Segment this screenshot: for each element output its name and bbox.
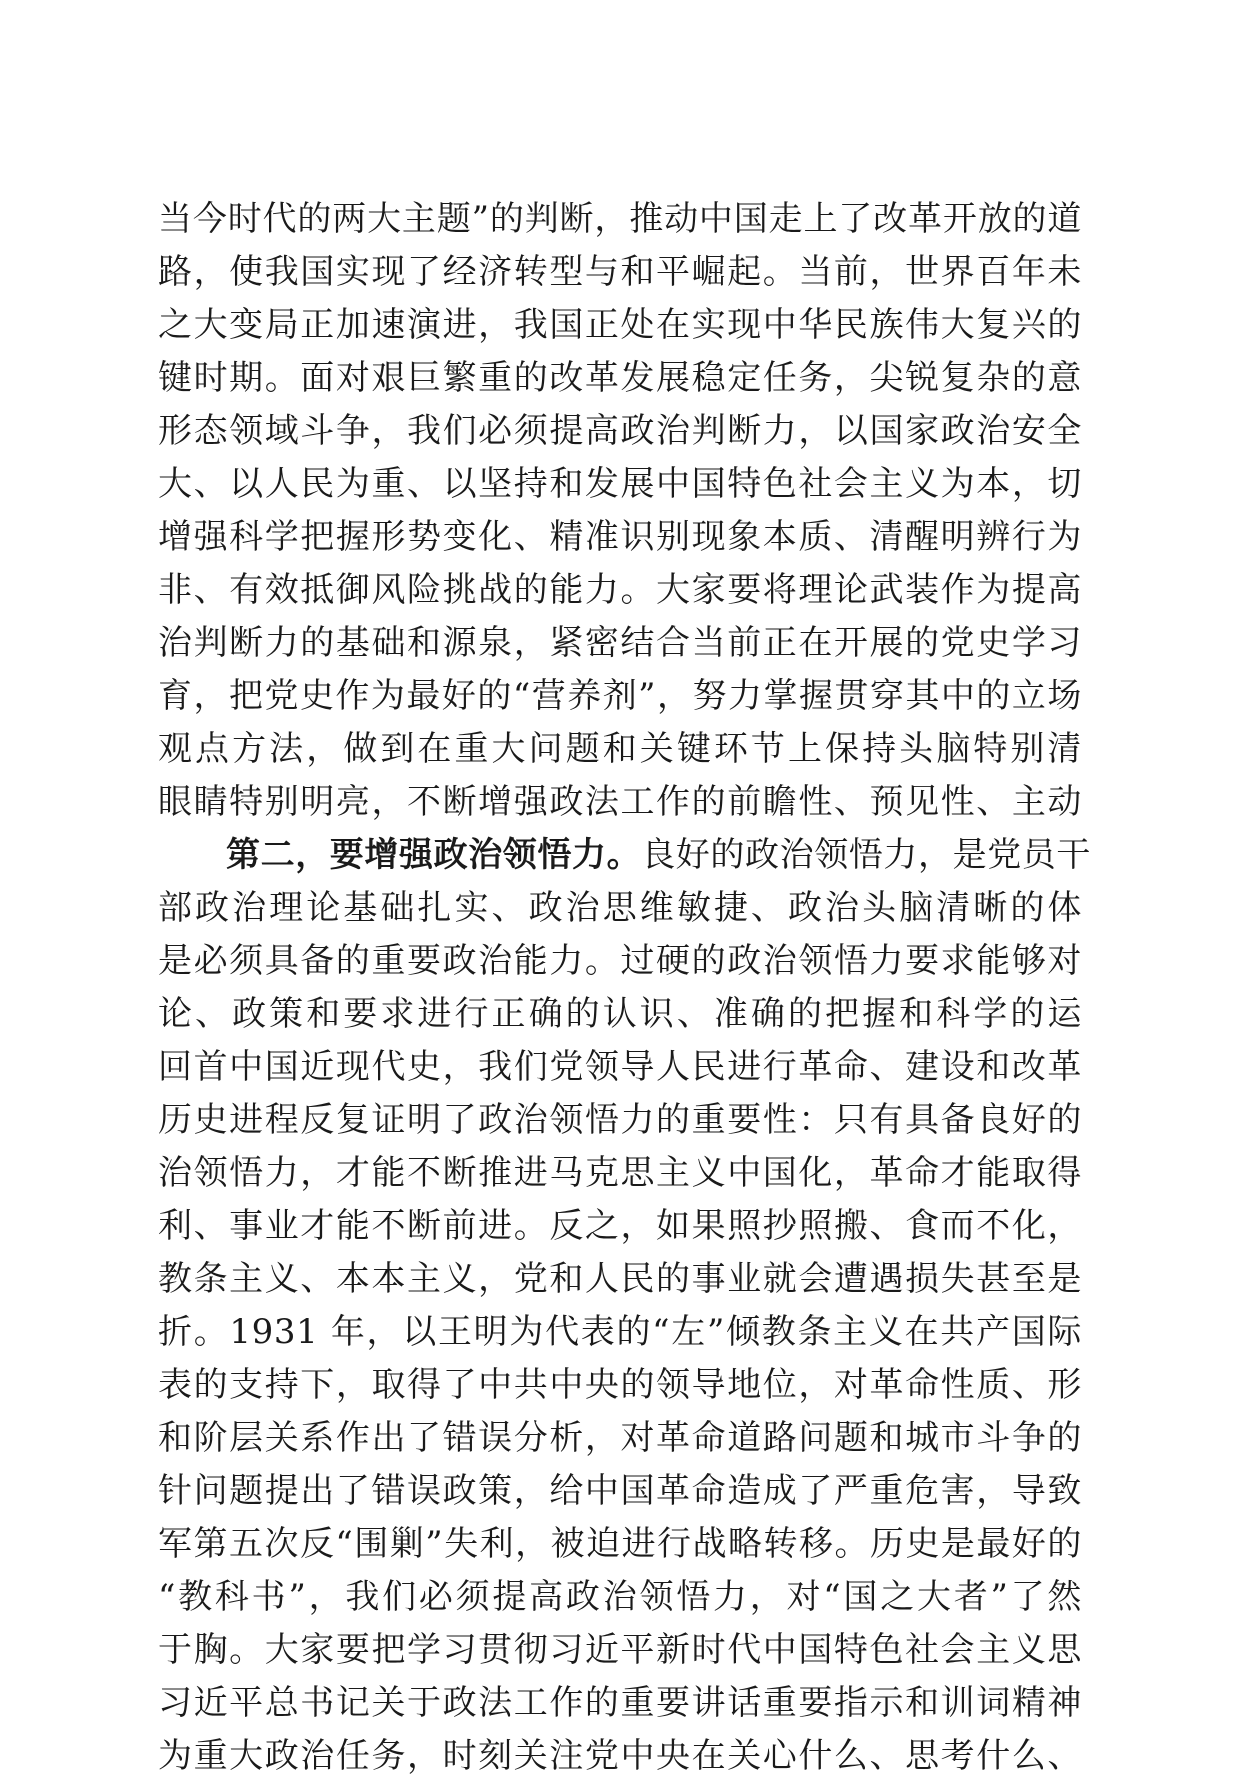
text-line: 形态领域斗争，我们必须提高政治判断力，以国家政治安全 — [158, 411, 1082, 451]
text-line: 增强科学把握形势变化、精准识别现象本质、清醒明辨行为 — [158, 517, 1082, 557]
text-line: 教条主义、本本主义，党和人民的事业就会遭遇损失甚至是 — [158, 1259, 1082, 1299]
text-line: 当今时代的两大主题”的判断，推动中国走上了改革开放的道 — [158, 199, 1082, 239]
text-line: 治领悟力，才能不断推进马克思主义中国化，革命才能取得 — [158, 1153, 1082, 1193]
text-line: 之大变局正加速演进，我国正处在实现中华民族伟大复兴的 — [158, 305, 1082, 345]
paragraph-heading: 第二，要增强政治领悟力。 — [226, 835, 642, 875]
text-line: 治判断力的基础和源泉，紧密结合当前正在开展的党史学习 — [158, 623, 1082, 663]
text-line: 利、事业才能不断前进。反之，如果照抄照搬、食而不化， — [158, 1206, 1082, 1246]
text-line: 论、政策和要求进行正确的认识、准确的把握和科学的运 — [158, 994, 1082, 1034]
text-line: 为重大政治任务，时刻关注党中央在关心什么、思考什么、 — [158, 1736, 1082, 1776]
text-line: 历史进程反复证明了政治领悟力的重要性：只有具备良好的 — [158, 1100, 1082, 1140]
text-line: 路，使我国实现了经济转型与和平崛起。当前，世界百年未 — [158, 252, 1082, 292]
text-line: 折。1931 年，以王明为代表的“左”倾教条主义在共产国际 — [158, 1312, 1082, 1352]
text-line: “教科书”，我们必须提高政治领悟力，对“国之大者”了然 — [158, 1577, 1082, 1617]
text-line: 育，把党史作为最好的“营养剂”，努力掌握贯穿其中的立场 — [158, 676, 1082, 716]
text-line: 非、有效抵御风险挑战的能力。大家要将理论武装作为提高 — [158, 570, 1082, 610]
paragraph-first-line — [158, 829, 1092, 882]
document-body — [158, 193, 1092, 1783]
text-line: 观点方法，做到在重大问题和关键环节上保持头脑特别清 — [158, 729, 1082, 769]
text-line: 习近平总书记关于政法工作的重要讲话重要指示和训词精神 — [158, 1683, 1082, 1723]
text-line: 键时期。面对艰巨繁重的改革发展稳定任务，尖锐复杂的意 — [158, 358, 1082, 398]
text-line: 回首中国近现代史，我们党领导人民进行革命、建设和改革 — [158, 1047, 1082, 1087]
text-line: 大、以人民为重、以坚持和发展中国特色社会主义为本，切 — [158, 464, 1082, 504]
text-line: 部政治理论基础扎实、政治思维敏捷、政治头脑清晰的体 — [158, 888, 1082, 928]
text-line: 军第五次反“围剿”失利，被迫进行战略转移。历史是最好的 — [158, 1524, 1082, 1564]
text-line: 和阶层关系作出了错误分析，对革命道路问题和城市斗争的 — [158, 1418, 1082, 1458]
text-line: 表的支持下，取得了中共中央的领导地位，对革命性质、形 — [158, 1365, 1082, 1405]
paragraph-first-line-text: 良好的政治领悟力，是党员干 — [641, 835, 1092, 875]
text-line: 于胸。大家要把学习贯彻习近平新时代中国特色社会主义思 — [158, 1630, 1082, 1670]
text-line: 是必须具备的重要政治能力。过硬的政治领悟力要求能够对 — [158, 941, 1082, 981]
text-line: 针问题提出了错误政策，给中国革命造成了严重危害，导致 — [158, 1471, 1082, 1511]
text-line: 眼睛特别明亮，不断增强政法工作的前瞻性、预见性、主动 — [158, 782, 1082, 822]
